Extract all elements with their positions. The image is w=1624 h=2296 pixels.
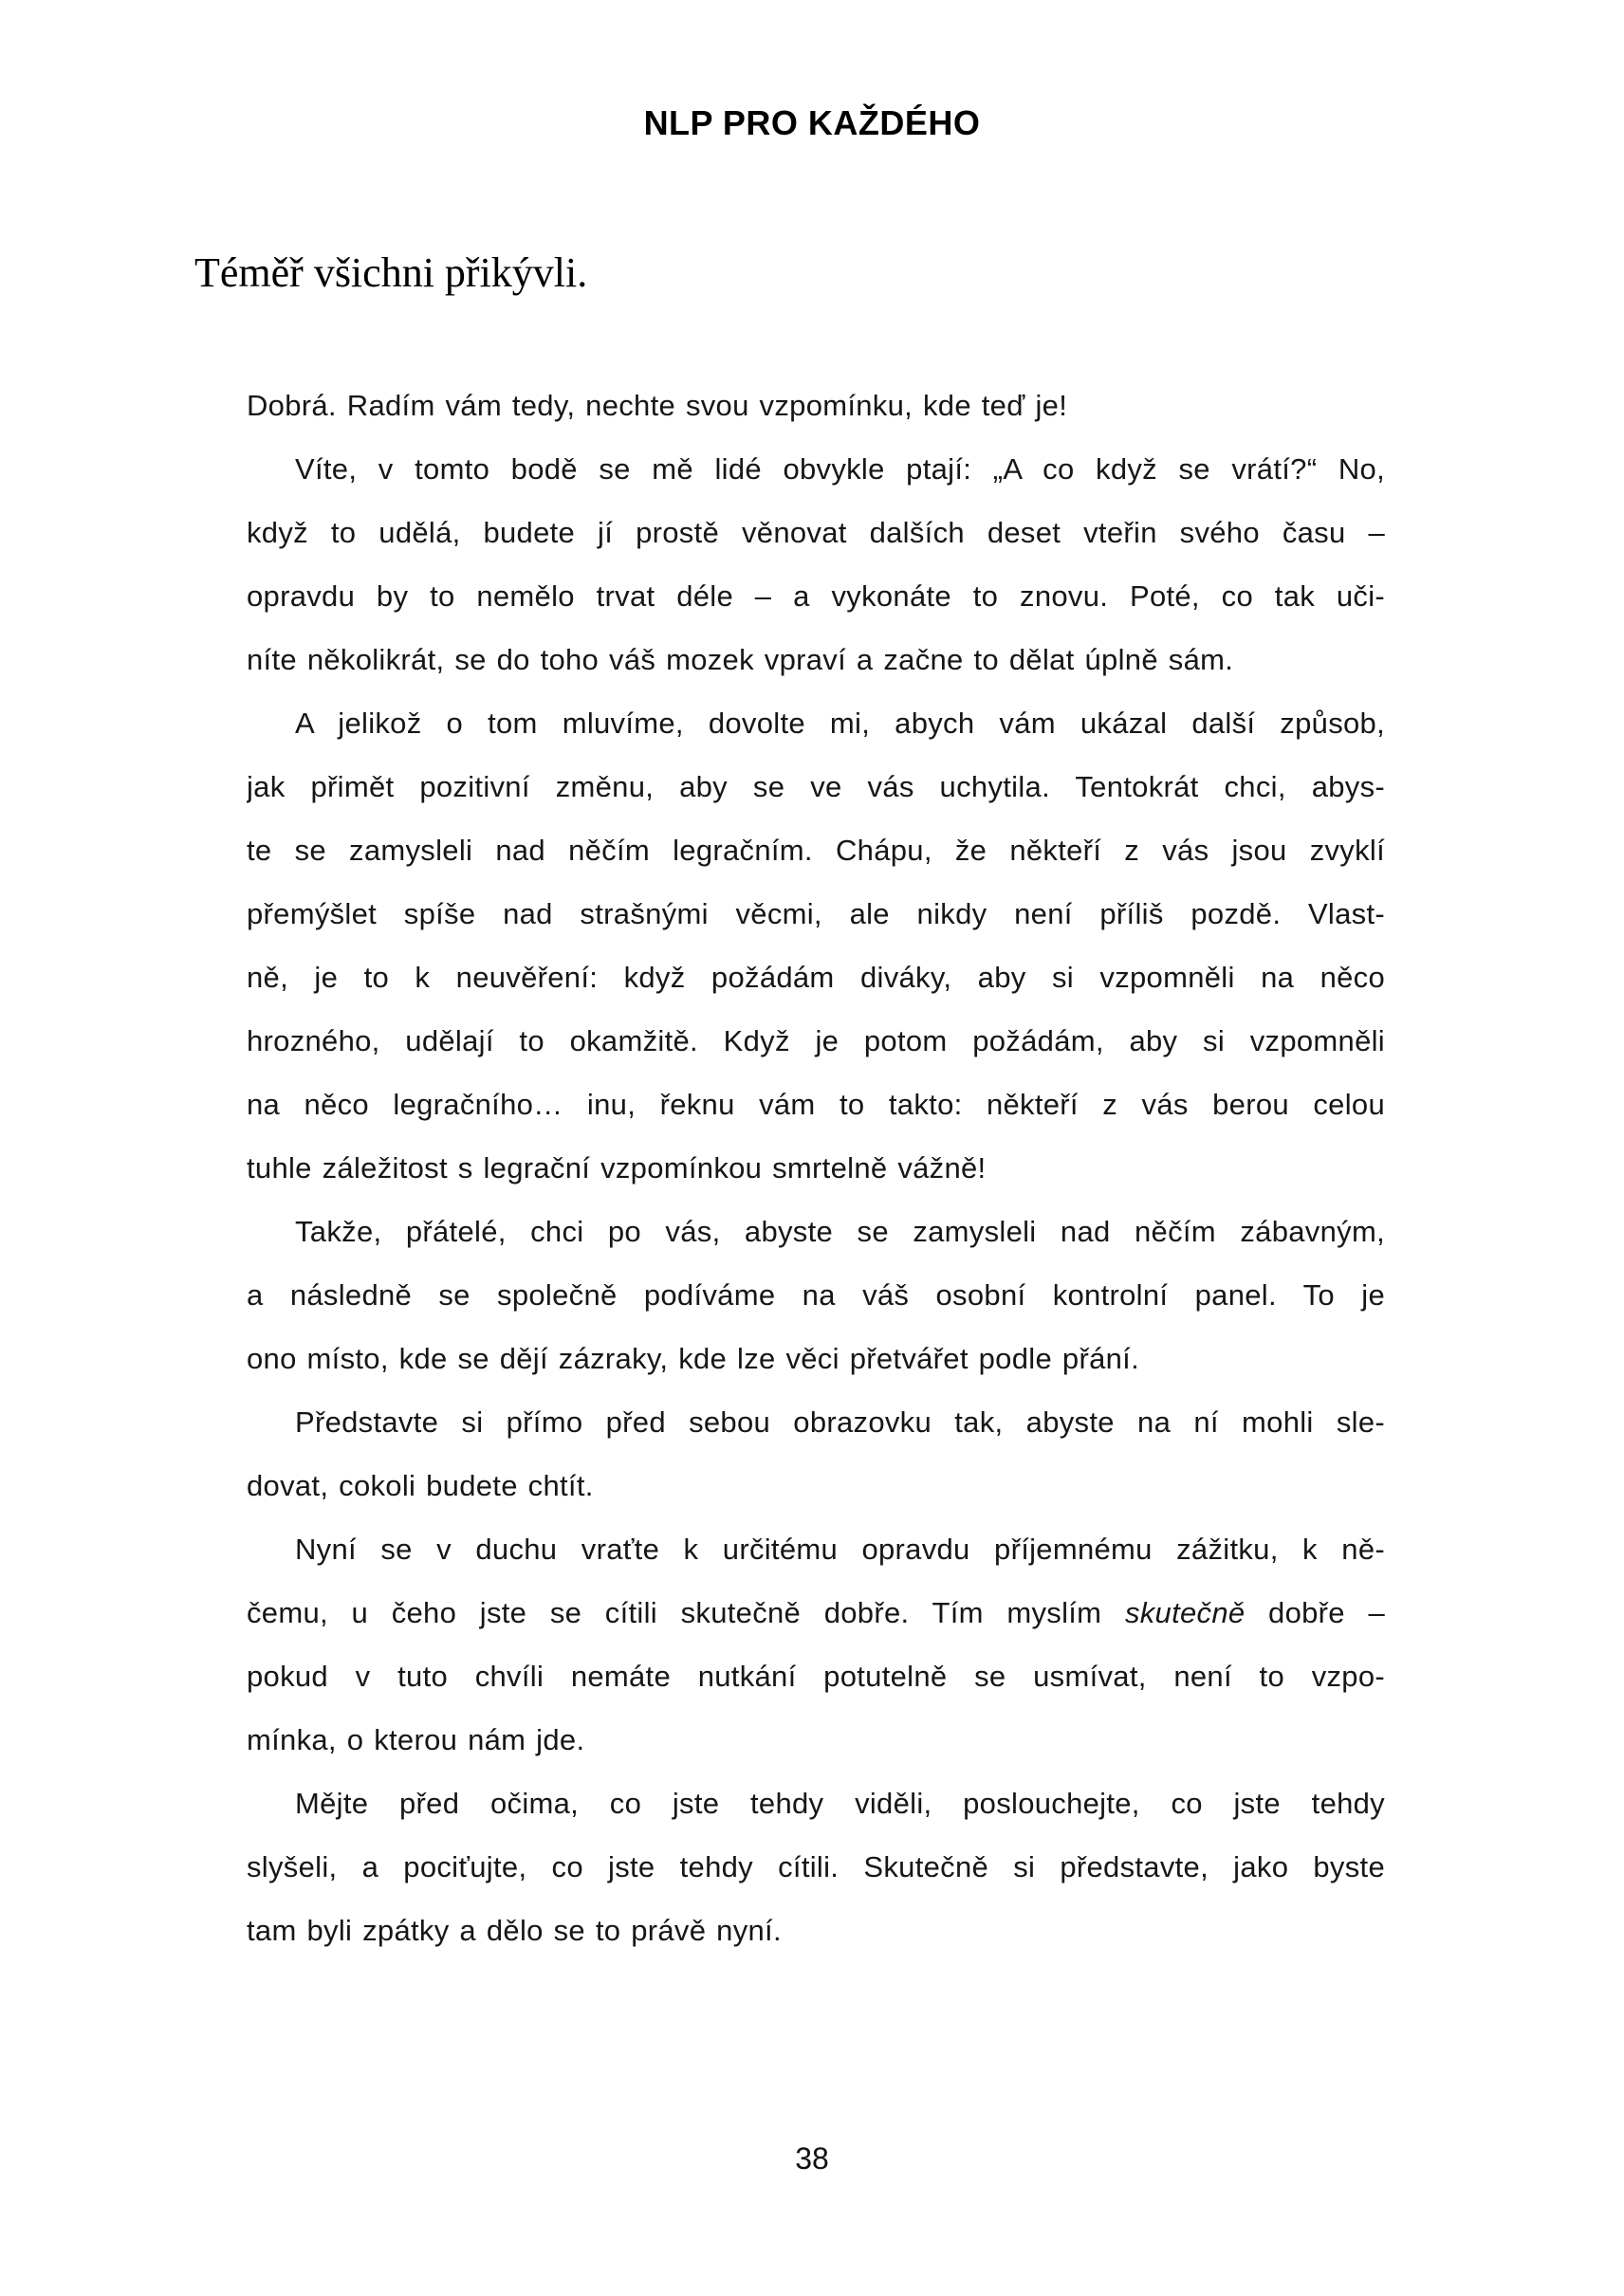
body-line: Dobrá. Radím vám tedy, nechte svou vzpomínku, kde teď je!	[247, 389, 1068, 422]
body-line: hrozného, udělají to okamžitě. Když je potom požádám, aby si vzpomněli	[247, 1024, 1385, 1057]
body-line: A jelikož o tom mluvíme, dovolte mi, abych vám ukázal další způsob,	[295, 707, 1385, 740]
body-line: Mějte před očima, co jste tehdy viděli, poslouchejte, co jste tehdy	[295, 1787, 1385, 1820]
body-line: čemu, u čeho jste se cítili skutečně dobře. Tím myslím skutečně dobře –	[247, 1596, 1385, 1629]
body-line: a následně se společně podíváme na váš osobní kontrolní panel. To je	[247, 1278, 1385, 1312]
body-text	[247, 374, 1385, 1962]
body-line: mínka, o kterou nám jde.	[247, 1723, 585, 1756]
body-line: te se zamysleli nad něčím legračním. Chápu, že někteří z vás jsou zvyklí	[247, 834, 1385, 867]
body-line: jak přimět pozitivní změnu, aby se ve vás uchytila. Tentokrát chci, abys-	[247, 770, 1385, 803]
body-line: pokud v tuto chvíli nemáte nutkání potutelně se usmívat, není to vzpo-	[247, 1660, 1385, 1693]
body-line: tam byli zpátky a dělo se to právě nyní.	[247, 1914, 782, 1947]
body-line: na něco legračního… inu, řeknu vám to takto: někteří z vás berou celou	[247, 1088, 1385, 1121]
body-line: přemýšlet spíše nad strašnými věcmi, ale nikdy není příliš pozdě. Vlast-	[247, 897, 1385, 930]
body-line: Víte, v tomto bodě se mě lidé obvykle ptají: „A co když se vrátí?“ No,	[295, 452, 1385, 486]
body-line: když to udělá, budete jí prostě věnovat dalších deset vteřin svého času –	[247, 516, 1385, 549]
body-line: Nyní se v duchu vraťte k určitému opravdu příjemnému zážitku, k ně-	[295, 1533, 1385, 1566]
page-number: 38	[795, 2141, 829, 2176]
body-line: dovat, cokoli budete chtít.	[247, 1469, 594, 1502]
body-line: opravdu by to nemělo trvat déle – a vykonáte to znovu. Poté, co tak uči-	[247, 579, 1385, 613]
body-line: tuhle záležitost s legrační vzpomínkou smrtelně vážně!	[247, 1151, 987, 1185]
opening-line: Téměř všichni přikývli.	[194, 249, 588, 296]
body-line: slyšeli, a pociťujte, co jste tehdy cítili. Skutečně si představte, jako byste	[247, 1850, 1385, 1883]
body-line: ono místo, kde se dějí zázraky, kde lze věci přetvářet podle přání.	[247, 1342, 1139, 1375]
running-head: NLP PRO KAŽDÉHO	[643, 103, 981, 142]
body-line: ně, je to k neuvěření: když požádám diváky, aby si vzpomněli na něco	[247, 961, 1385, 994]
body-line: Představte si přímo před sebou obrazovku tak, abyste na ní mohli sle-	[295, 1405, 1385, 1439]
body-line: Takže, přátelé, chci po vás, abyste se zamysleli nad něčím zábavným,	[295, 1215, 1385, 1248]
body-line: níte několikrát, se do toho váš mozek vpraví a začne to dělat úplně sám.	[247, 643, 1234, 676]
